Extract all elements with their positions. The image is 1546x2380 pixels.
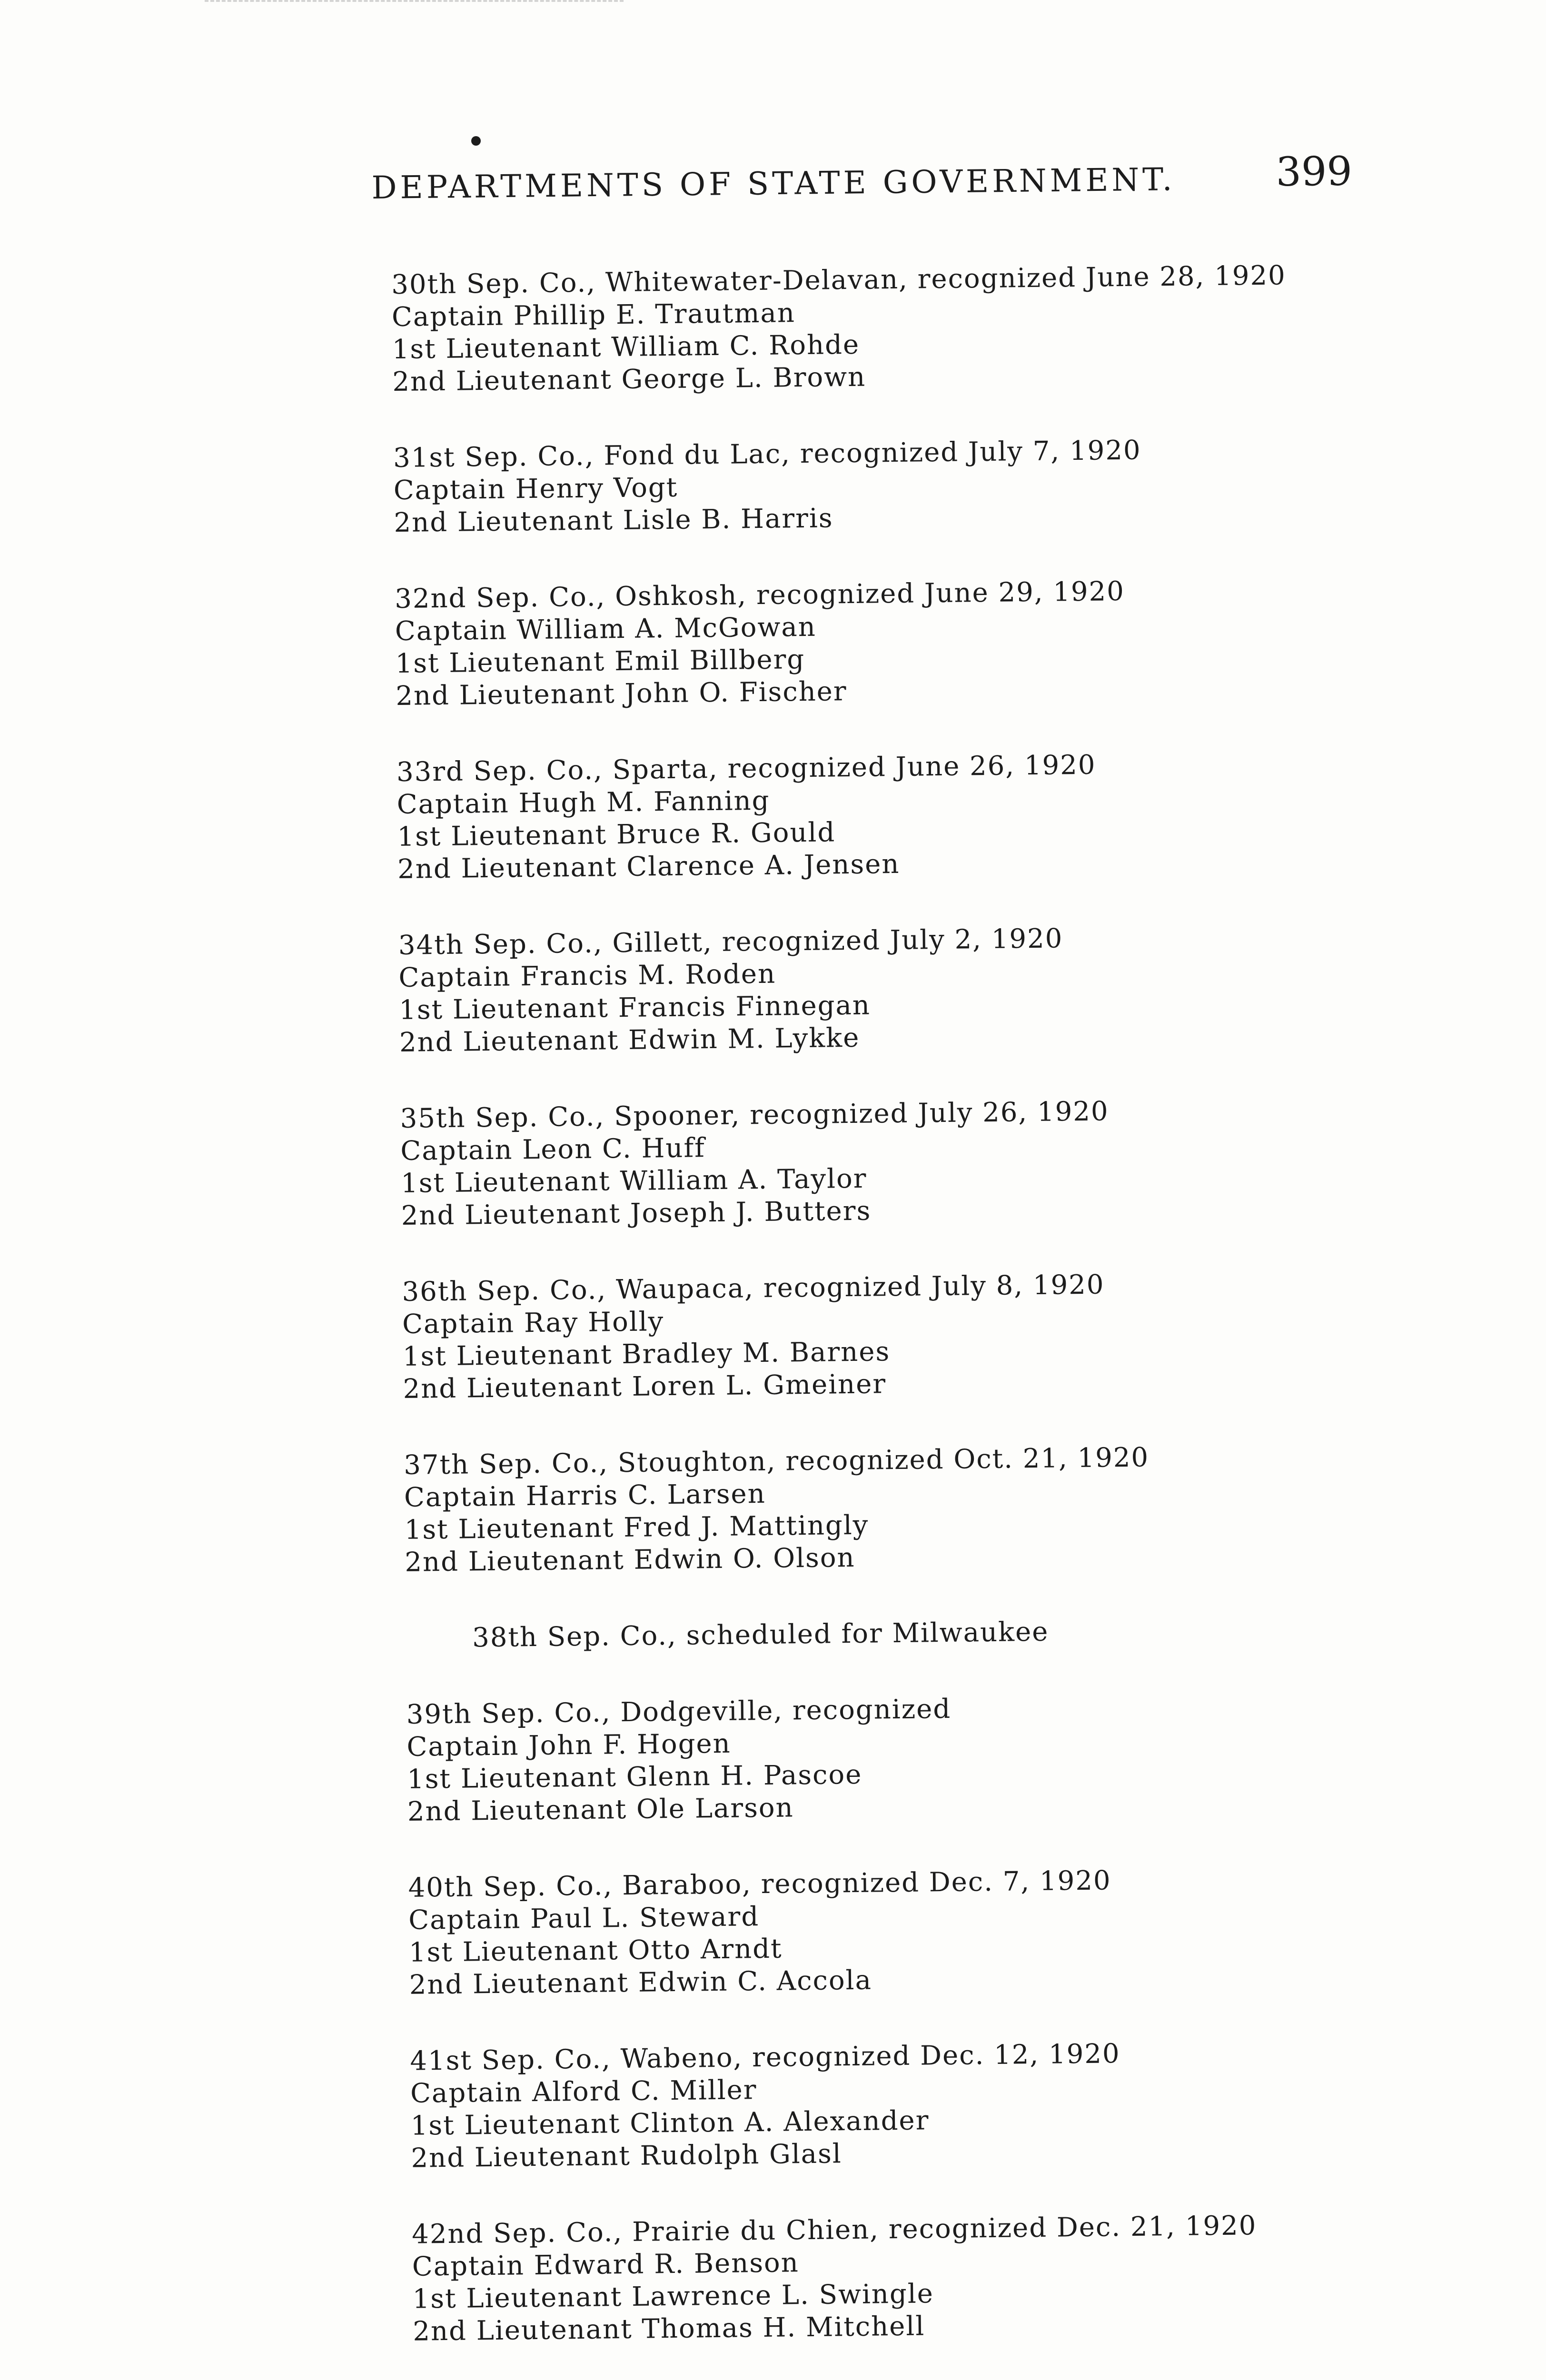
roster-entry [410,2034,1458,2175]
officer-line: 1st Lieutenant Bradley M. Barnes [402,1336,891,1372]
roster-entry [408,1861,1457,2002]
roster-entry [395,572,1443,713]
officer-line: 2nd Lieutenant Lisle B. Harris [394,503,833,538]
roster-entry [393,431,1441,539]
officer-line: 2nd Lieutenant George L. Brown [392,361,866,397]
officer-line: 1st Lieutenant Fred J. Mattingly [404,1509,869,1546]
officer-line: Captain Francis M. Roden [398,958,776,993]
company-heading: 34th Sep. Co., Gillett, recognized July 2, 1920 [398,923,1063,961]
officer-line: Captain Harris C. Larsen [404,1478,766,1513]
company-heading: 36th Sep. Co., Waupaca, recognized July 8, 1920 [402,1269,1105,1308]
company-heading: 40th Sep. Co., Baraboo, recognized Dec. 7, 1920 [408,1865,1111,1904]
roster-entry [404,1438,1452,1579]
officer-line: Captain Ray Holly [402,1306,664,1340]
officer-line: 2nd Lieutenant Edwin C. Accola [409,1964,872,2001]
officer-line: 2nd Lieutenant Ole Larson [407,1792,794,1827]
officer-line: Captain Alford C. Miller [410,2074,757,2109]
officer-line: 2nd Lieutenant Edwin M. Lykke [399,1022,860,1058]
officer-line: Captain Leon C. Huff [400,1132,706,1167]
running-title: DEPARTMENTS OF STATE GOVERNMENT. [371,161,1176,206]
officer-line: 1st Lieutenant Clinton A. Alexander [410,2105,930,2142]
roster-entry [400,1092,1448,1232]
scan-edge-marks [205,0,624,7]
officer-line: 1st Lieutenant Glenn H. Pascoe [406,1759,862,1795]
officer-line: 2nd Lieutenant John O. Fischer [396,676,847,712]
page-number: 399 [1275,148,1353,196]
officer-line: 1st Lieutenant William C. Rohde [392,329,860,365]
roster-entry [391,258,1440,398]
officer-line: Captain Hugh M. Fanning [396,785,770,820]
officer-line: 1st Lieutenant Emil Billberg [395,644,805,679]
officer-line: 2nd Lieutenant Joseph J. Butters [401,1195,872,1231]
roster-entry [398,919,1447,1059]
company-heading: 33rd Sep. Co., Sparta, recognized June 26, 1920 [396,749,1096,788]
officer-line: Captain Paul L. Steward [408,1901,760,1936]
officer-line: 2nd Lieutenant Edwin O. Olson [405,1542,855,1578]
page-header [371,148,1353,215]
roster-entry [412,2208,1460,2348]
officer-line: Captain Henry Vogt [393,472,678,506]
officer-line: 2nd Lieutenant Thomas H. Mitchell [413,2311,925,2347]
officer-line: 1st Lieutenant Otto Arndt [408,1933,783,1968]
officer-line: Captain Edward R. Benson [412,2247,800,2282]
company-heading: 35th Sep. Co., Spooner, recognized July 26, 1920 [400,1096,1109,1134]
company-heading: 32nd Sep. Co., Oshkosh, recognized June 29, 1920 [394,575,1125,615]
roster-entry [402,1265,1450,1406]
officer-line: 1st Lieutenant William A. Taylor [400,1163,867,1199]
roster-entry [406,1688,1455,1828]
company-heading: 30th Sep. Co., Whitewater-Delavan, recognized June 28, 1920 [391,260,1287,300]
company-roster [391,258,1462,2380]
company-heading: 37th Sep. Co., Stoughton, recognized Oct. 21, 1920 [403,1442,1150,1481]
roster-entry [406,1612,1453,1655]
roster-entry [396,745,1445,886]
company-heading: 42nd Sep. Co., Prairie du Chien, recognized Dec. 21, 1920 [411,2210,1257,2250]
officer-line: 2nd Lieutenant Rudolph Glasl [411,2138,842,2174]
officer-line: 1st Lieutenant Francis Finnegan [398,990,871,1026]
officer-line: Captain John F. Hogen [406,1728,732,1763]
officer-line: 1st Lieutenant Bruce R. Gould [397,817,836,853]
company-heading: 41st Sep. Co., Wabeno, recognized Dec. 12, 1920 [410,2038,1120,2077]
officer-line: 2nd Lieutenant Clarence A. Jensen [397,848,900,885]
officer-line: Captain William A. McGowan [395,611,817,647]
company-heading: 31st Sep. Co., Fond du Lac, recognized July 7, 1920 [393,435,1141,474]
officer-line: 2nd Lieutenant Loren L. Gmeiner [403,1368,887,1405]
company-heading: 39th Sep. Co., Dodgeville, recognized [406,1693,951,1730]
officer-line: 1st Lieutenant Lawrence L. Swingle [412,2278,934,2315]
company-heading: 38th Sep. Co., scheduled for Milwaukee [472,1616,1049,1654]
officer-line: Captain Phillip E. Trautman [391,298,796,333]
printer-dot [471,136,481,146]
